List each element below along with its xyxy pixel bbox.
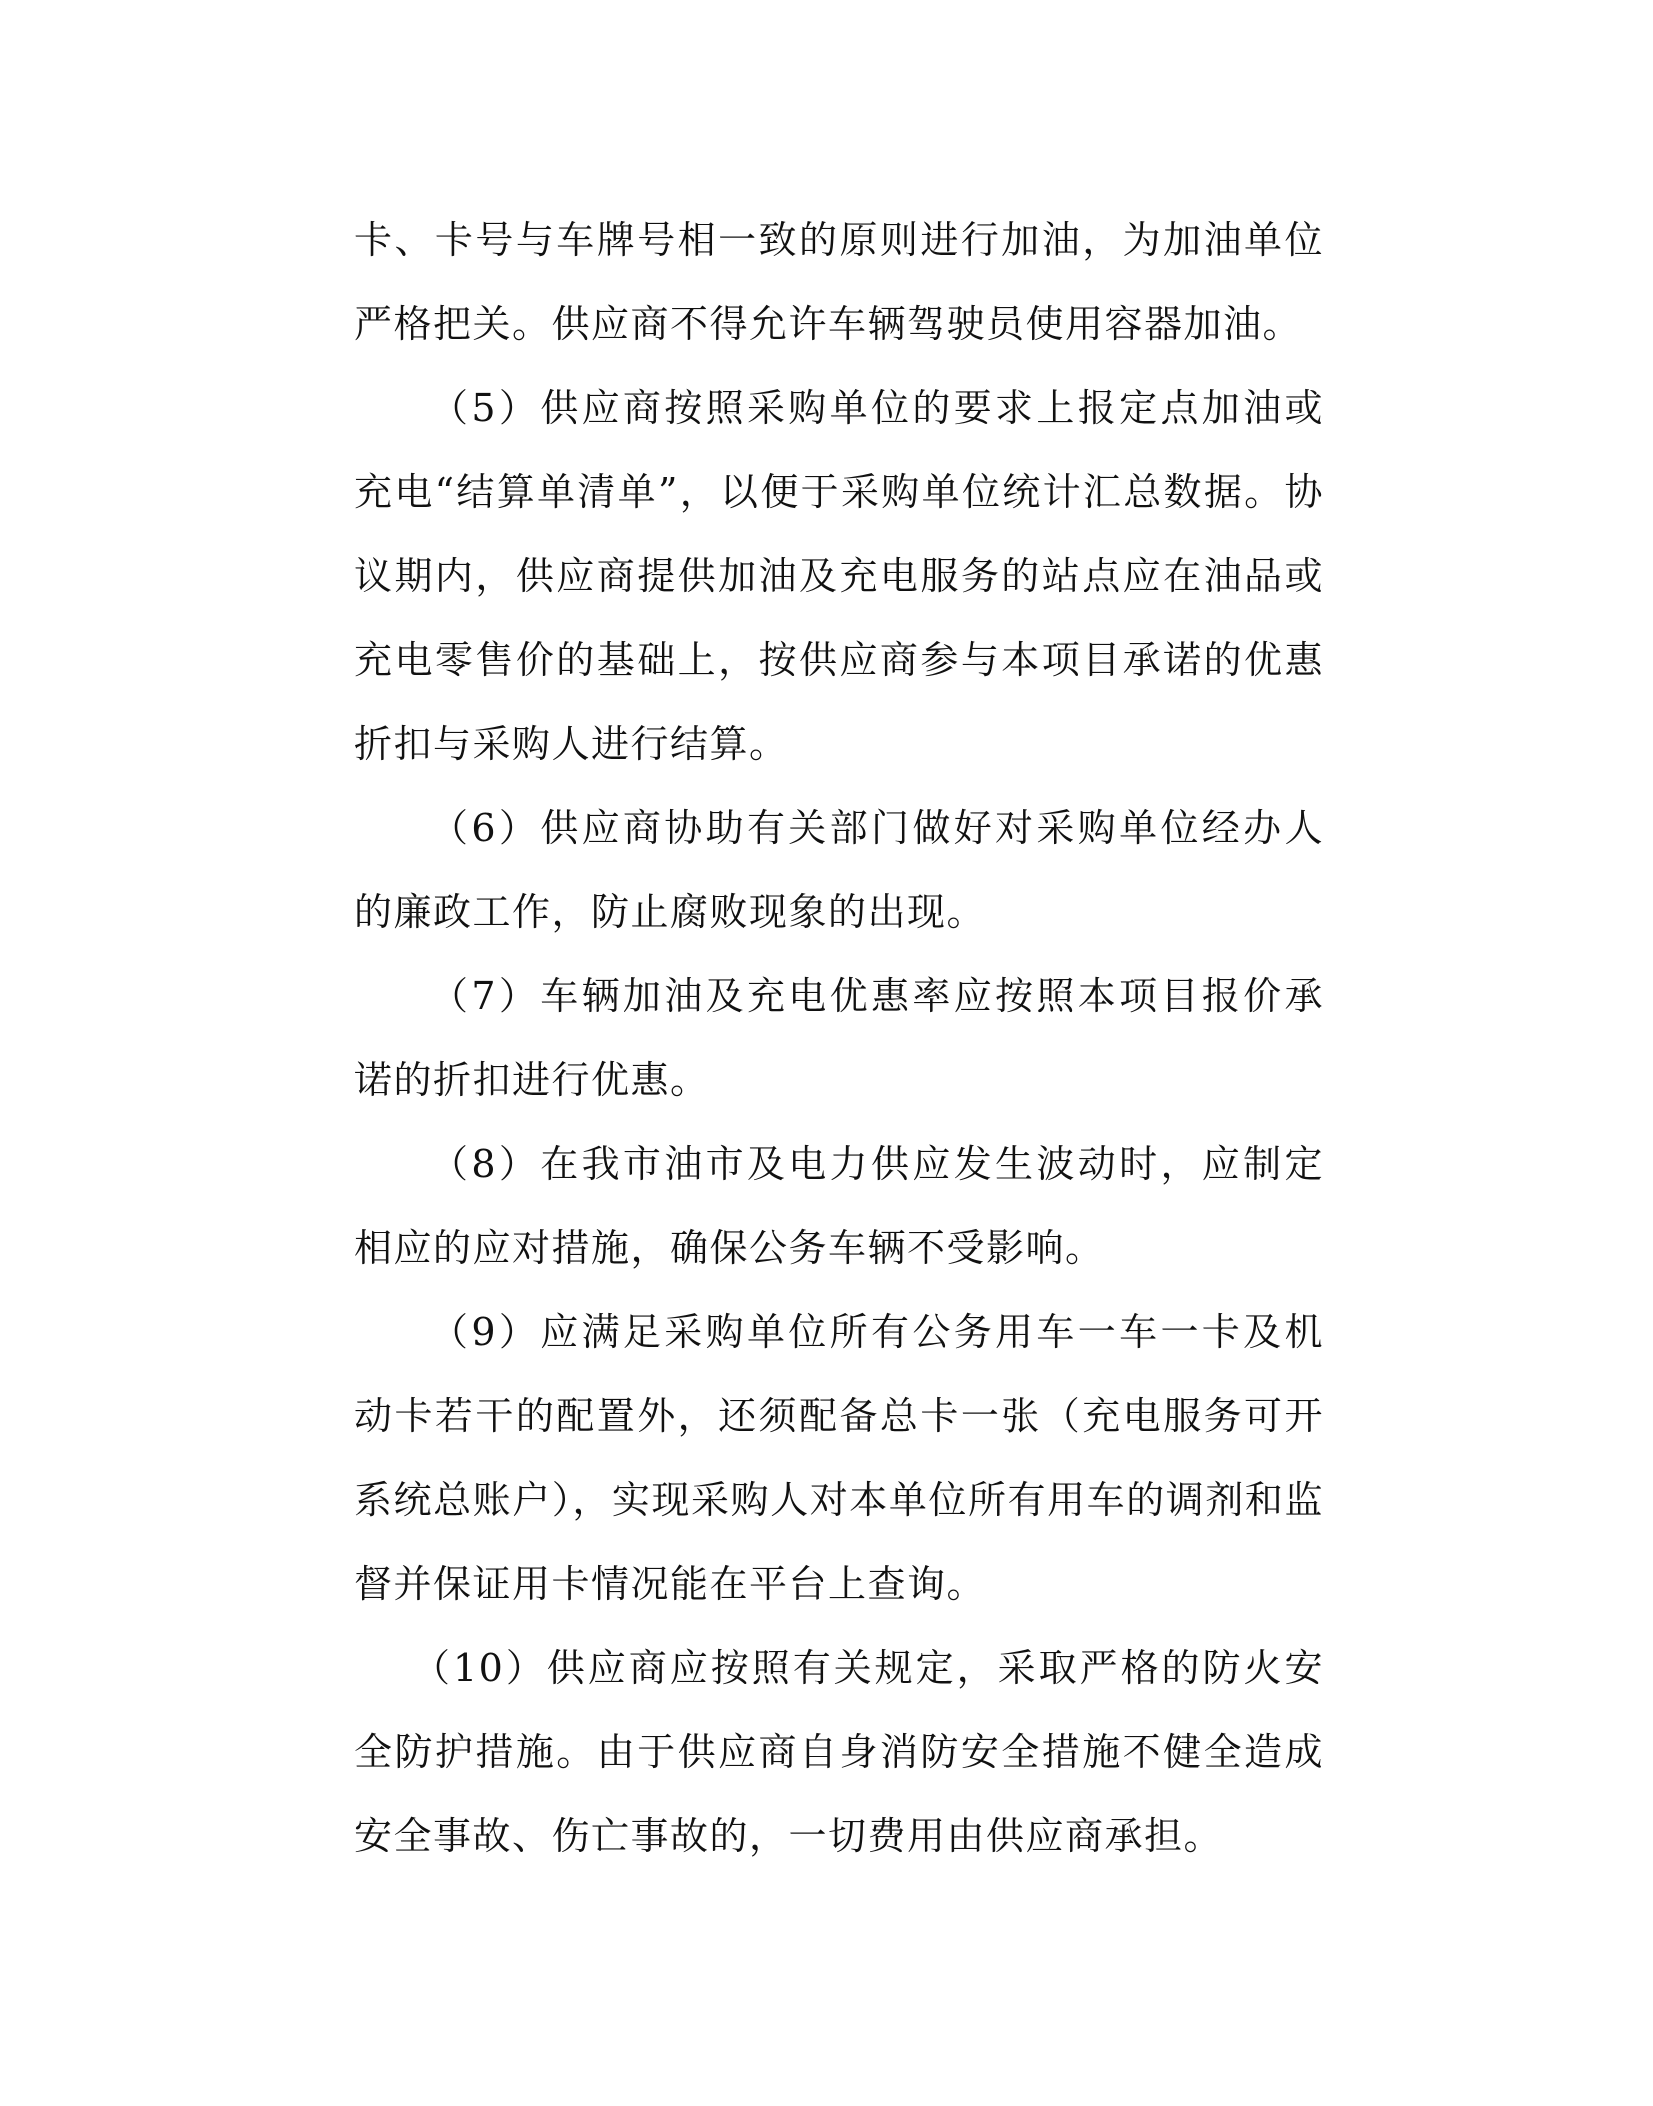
paragraph-item-9: （9）应满足采购单位所有公务用车一车一卡及机动卡若干的配置外，还须配备总卡一张（充电服务可开系统总账户），实现采购人对本单位所有用车的调剂和监督并保证用卡情况能在平台上查询。 (354, 1310, 1324, 1606)
document-body (354, 198, 1324, 1878)
paragraph-continuation: 卡、卡号与车牌号相一致的原则进行加油，为加油单位严格把关。供应商不得允许车辆驾驶员使用容器加油。 (354, 218, 1324, 346)
paragraph-item-5: （5）供应商按照采购单位的要求上报定点加油或充电“结算单清单”，以便于采购单位统计汇总数据。协议期内，供应商提供加油及充电服务的站点应在油品或充电零售价的基础上，按供应商参与本项目承诺的优惠折扣与采购人进行结算。 (354, 386, 1324, 766)
paragraph-item-7: （7）车辆加油及充电优惠率应按照本项目报价承诺的折扣进行优惠。 (354, 974, 1324, 1102)
paragraph-item-8: （8）在我市油市及电力供应发生波动时，应制定相应的应对措施，确保公务车辆不受影响。 (354, 1142, 1324, 1270)
paragraph-item-6: （6）供应商协助有关部门做好对采购单位经办人的廉政工作，防止腐败现象的出现。 (354, 806, 1324, 934)
paragraph-item-10: （10）供应商应按照有关规定，采取严格的防火安全防护措施。由于供应商自身消防安全措施不健全造成安全事故、伤亡事故的，一切费用由供应商承担。 (354, 1646, 1324, 1858)
